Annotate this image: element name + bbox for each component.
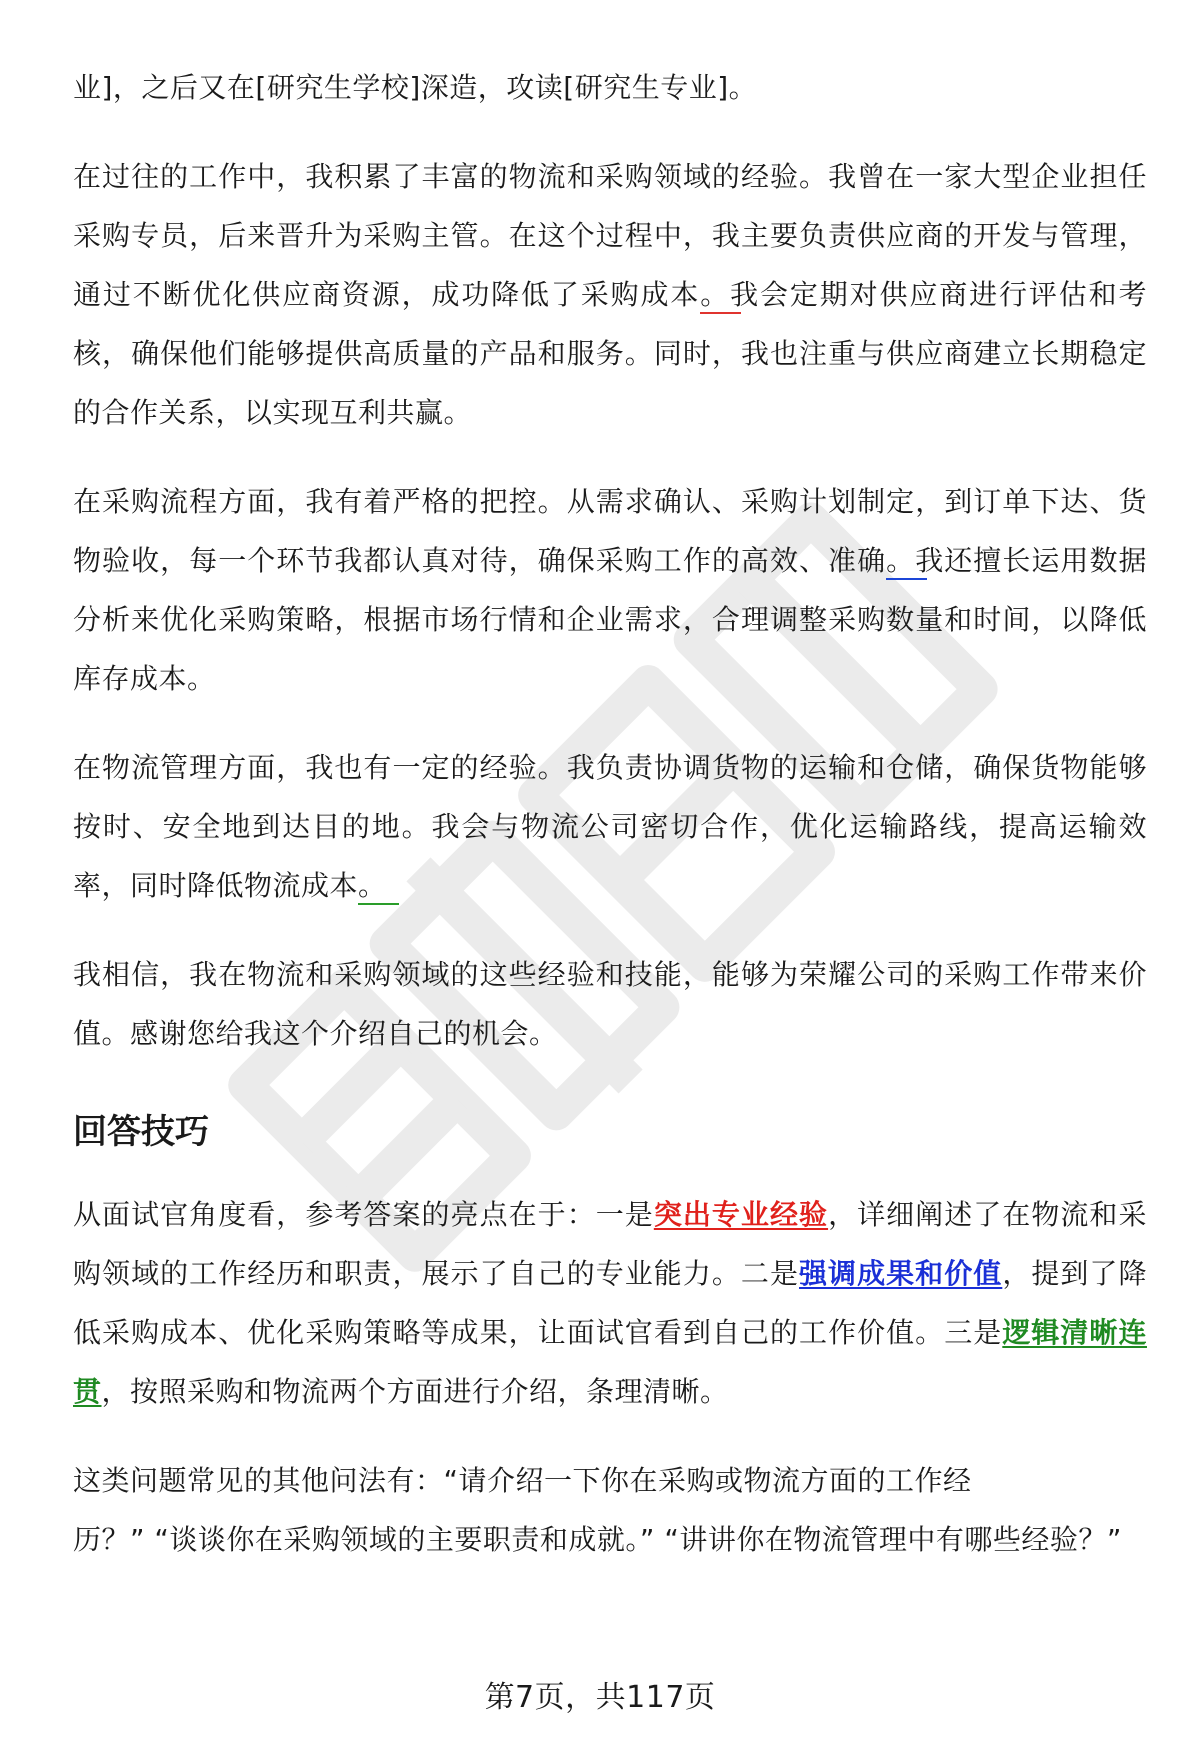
paragraph-tips xyxy=(73,1185,1147,1421)
paragraph-experience xyxy=(73,147,1147,442)
tips-text-2: ，详细阐述了在物流和采购领域的工作经历和职责，展示了自己的专业能力。二是 xyxy=(73,1198,1147,1290)
paragraph-experience-part1: 在过往的工作中，我积累了丰富的物流和采购领域的经验。我曾在一家大型企业担任采购专员，后来晋升为采购主管。在这个过程中，我主要负责供应商的开发与管理，通过不断优化供应商资源，成功降低了采购成本 xyxy=(73,160,1147,311)
paragraph-procurement-part1: 在采购流程方面，我有着严格的把控。从需求确认、采购计划制定，到订单下达、货物验收，每一个环节我都认真对待，确保采购工作的高效、准确 xyxy=(73,485,1147,577)
paragraph-logistics xyxy=(73,738,1147,915)
alt-questions-line1: 这类问题常见的其他问法有：“请介绍一下你在采购或物流方面的工作经 xyxy=(73,1464,972,1497)
paragraph-intro-tail: 业]，之后又在[研究生学校]深造，攻读[研究生专业]。 xyxy=(73,71,758,104)
revision-mark-blue: 。 xyxy=(886,531,915,590)
tips-text-3: ，提到了降低采购成本、优化采购策略等成果，让面试官看到自己的工作价值。三是 xyxy=(73,1257,1147,1349)
section-heading: 回答技巧 xyxy=(73,1112,209,1152)
paragraph-procurement-part2: 我还擅长运用数据分析来优化采购策略，根据市场行情和企业需求，合理调整采购数量和时间，以降低库存成本。 xyxy=(73,544,1147,695)
paragraph-procurement-process xyxy=(73,472,1147,708)
alt-questions-line2: 历？” “谈谈你在采购领域的主要职责和成就。” “讲讲你在物流管理中有哪些经验？” xyxy=(73,1523,1122,1556)
tips-text-4: ，按照采购和物流两个方面进行介绍，条理清晰。 xyxy=(101,1375,729,1408)
highlight-professional-experience: 突出专业经验 xyxy=(653,1198,829,1231)
page-number: 第7页，共117页 xyxy=(484,1680,716,1715)
paragraph-alternative-questions xyxy=(73,1451,1147,1569)
highlight-results-value: 强调成果和价值 xyxy=(799,1257,1003,1290)
revision-mark-red: 。 xyxy=(700,265,729,324)
tips-text-1: 从面试官角度看，参考答案的亮点在于：一是 xyxy=(73,1198,654,1231)
paragraph-closing: 我相信，我在物流和采购领域的这些经验和技能，能够为荣耀公司的采购工作带来价值。感谢您给我这个介绍自己的机会。 xyxy=(73,958,1147,1050)
paragraph-experience-part2: 我会定期对供应商进行评估和考核，确保他们能够提供高质量的产品和服务。同时，我也注重与供应商建立长期稳定的合作关系，以实现互利共赢。 xyxy=(73,278,1147,429)
paragraph-logistics-text: 在物流管理方面，我也有一定的经验。我负责协调货物的运输和仓储，确保货物能够按时、安全地到达目的地。我会与物流公司密切合作，优化运输路线，提高运输效率，同时降低物流成本 xyxy=(73,751,1147,902)
highlight-clear-logic: 逻辑清晰连贯 xyxy=(73,1316,1147,1408)
main-content xyxy=(73,58,1147,1599)
revision-mark-green: 。 xyxy=(358,856,387,915)
